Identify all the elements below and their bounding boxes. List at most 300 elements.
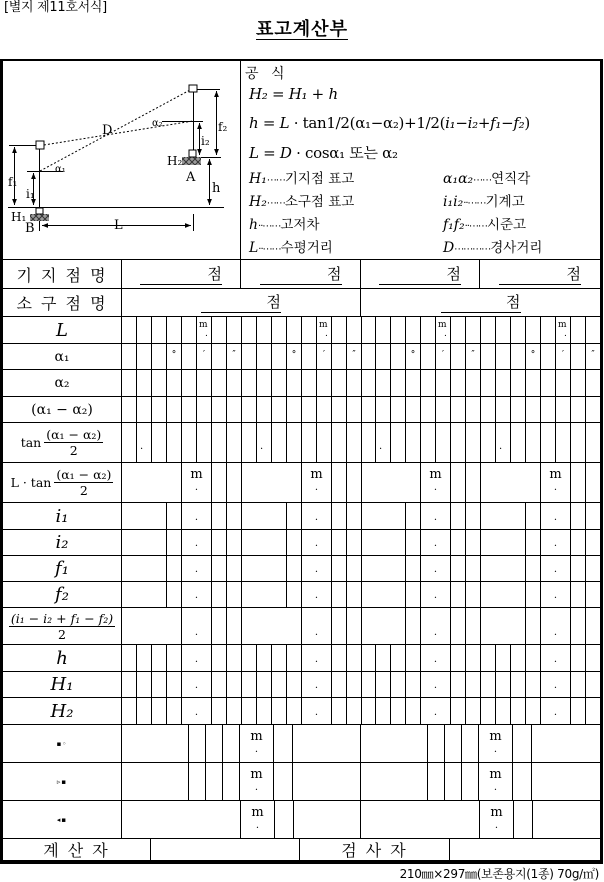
input-cell-h[interactable]: [272, 645, 287, 672]
input-cell-alpha-diff[interactable]: [227, 397, 242, 423]
input-cell-H2[interactable]: [152, 698, 167, 725]
input-cell-H1[interactable]: [526, 672, 541, 698]
input-cell-alpha2[interactable]: [541, 370, 556, 397]
input-cell-i1[interactable]: [122, 503, 167, 530]
input-cell-L[interactable]: [466, 317, 481, 344]
input-cell-alpha-diff[interactable]: [451, 397, 466, 423]
input-cell-f2[interactable]: [586, 582, 601, 608]
input-cell-alpha2[interactable]: [362, 370, 376, 397]
input-cell-f2[interactable]: [332, 582, 347, 608]
input-cell-alpha1[interactable]: [541, 344, 556, 370]
input-cell-f1[interactable]: [362, 556, 406, 582]
input-cell-L[interactable]: [272, 317, 287, 344]
input-cell-f1[interactable]: [526, 556, 541, 582]
input-cell-tan-half[interactable]: [287, 423, 302, 463]
input-cell-alpha1[interactable]: [302, 344, 317, 370]
input-cell-extra-2[interactable]: [513, 763, 532, 801]
input-cell-h[interactable]: [242, 645, 257, 672]
input-cell-alpha-diff[interactable]: [526, 397, 541, 423]
input-cell-i1[interactable]: [406, 503, 421, 530]
input-cell-alpha2[interactable]: [182, 370, 197, 397]
input-cell-f2[interactable]: [212, 582, 227, 608]
input-cell-L-tan[interactable]: [481, 463, 541, 503]
input-cell-L[interactable]: [526, 317, 541, 344]
input-cell-i2[interactable]: [122, 530, 167, 556]
input-cell-height-correction[interactable]: [182, 608, 212, 645]
input-cell-tan-half[interactable]: [406, 423, 421, 463]
input-cell-L-tan[interactable]: [332, 463, 347, 503]
input-cell-H1[interactable]: [212, 672, 227, 698]
input-cell-L[interactable]: [376, 317, 391, 344]
input-cell-height-correction[interactable]: [227, 608, 242, 645]
input-cell-alpha1[interactable]: [451, 344, 466, 370]
input-cell-i1[interactable]: [362, 503, 406, 530]
input-cell-L[interactable]: [436, 317, 451, 344]
input-cell-extra-3[interactable]: [533, 801, 601, 839]
input-cell-L[interactable]: [257, 317, 272, 344]
input-cell-extra-1[interactable]: [462, 725, 479, 763]
input-cell-alpha1[interactable]: [287, 344, 302, 370]
input-cell-L-tan[interactable]: [466, 463, 481, 503]
input-cell-height-correction[interactable]: [302, 608, 332, 645]
input-cell-alpha2[interactable]: [466, 370, 481, 397]
input-cell-alpha-diff[interactable]: [302, 397, 317, 423]
input-cell-H2[interactable]: [182, 698, 212, 725]
input-cell-tan-half[interactable]: [182, 423, 197, 463]
input-cell-L[interactable]: [317, 317, 332, 344]
input-cell-i1[interactable]: [421, 503, 451, 530]
input-cell-f1[interactable]: [466, 556, 481, 582]
input-cell-h[interactable]: [152, 645, 167, 672]
input-cell-H1[interactable]: [287, 672, 302, 698]
input-cell-H1[interactable]: [182, 672, 212, 698]
input-cell-extra-2[interactable]: [206, 763, 223, 801]
input-cell-f1[interactable]: [481, 556, 526, 582]
input-cell-H2[interactable]: [511, 698, 526, 725]
input-cell-f1[interactable]: [182, 556, 212, 582]
input-cell-H1[interactable]: [347, 672, 362, 698]
input-cell-i1[interactable]: [466, 503, 481, 530]
input-cell-extra-2[interactable]: [445, 763, 462, 801]
input-cell-f1[interactable]: [227, 556, 242, 582]
input-cell-f1[interactable]: [586, 556, 601, 582]
input-cell-i2[interactable]: [212, 530, 227, 556]
input-cell-h[interactable]: [182, 645, 212, 672]
input-cell-H1[interactable]: [466, 672, 481, 698]
input-cell-i2[interactable]: [406, 530, 421, 556]
input-cell-H2[interactable]: [167, 698, 182, 725]
input-cell-f2[interactable]: [362, 582, 406, 608]
input-cell-H1[interactable]: [541, 672, 571, 698]
input-cell-alpha1[interactable]: [122, 344, 137, 370]
input-cell-f1[interactable]: [332, 556, 347, 582]
input-cell-f2[interactable]: [227, 582, 242, 608]
input-cell-h[interactable]: [391, 645, 406, 672]
input-cell-tan-half[interactable]: [451, 423, 466, 463]
input-cell-H2[interactable]: [586, 698, 601, 725]
input-cell-extra-3[interactable]: [241, 801, 275, 839]
input-cell-tan-half[interactable]: [302, 423, 317, 463]
input-cell-h[interactable]: [511, 645, 526, 672]
input-cell-alpha1[interactable]: [152, 344, 167, 370]
input-cell-alpha-diff[interactable]: [347, 397, 362, 423]
input-cell-height-correction[interactable]: [466, 608, 481, 645]
input-cell-alpha-diff[interactable]: [391, 397, 406, 423]
input-cell-i1[interactable]: [167, 503, 182, 530]
input-cell-alpha-diff[interactable]: [332, 397, 347, 423]
input-cell-f1[interactable]: [541, 556, 571, 582]
input-cell-alpha1[interactable]: [167, 344, 182, 370]
input-cell-i2[interactable]: [287, 530, 302, 556]
input-cell-tan-half[interactable]: [496, 423, 511, 463]
input-cell-extra-2[interactable]: [293, 763, 361, 801]
input-cell-i1[interactable]: [586, 503, 601, 530]
input-cell-h[interactable]: [526, 645, 541, 672]
input-cell-alpha1[interactable]: [511, 344, 526, 370]
input-cell-alpha-diff[interactable]: [511, 397, 526, 423]
input-cell-i1[interactable]: [287, 503, 302, 530]
input-cell-L[interactable]: [556, 317, 571, 344]
input-cell-height-correction[interactable]: [571, 608, 586, 645]
input-cell-extra-1[interactable]: [274, 725, 293, 763]
input-cell-alpha2[interactable]: [451, 370, 466, 397]
input-cell-H2[interactable]: [122, 698, 137, 725]
input-cell-H1[interactable]: [571, 672, 586, 698]
input-cell-alpha2[interactable]: [511, 370, 526, 397]
input-cell-alpha-diff[interactable]: [541, 397, 556, 423]
input-cell-H1[interactable]: [242, 672, 257, 698]
input-cell-extra-2[interactable]: [274, 763, 293, 801]
input-cell-H2[interactable]: [481, 698, 496, 725]
input-cell-extra-2[interactable]: [361, 763, 428, 801]
input-cell-L[interactable]: [571, 317, 586, 344]
input-cell-L[interactable]: [406, 317, 421, 344]
input-cell-L[interactable]: [152, 317, 167, 344]
input-cell-alpha2[interactable]: [332, 370, 347, 397]
input-cell-L-tan[interactable]: [571, 463, 586, 503]
input-cell-alpha2[interactable]: [391, 370, 406, 397]
input-cell-alpha-diff[interactable]: [272, 397, 287, 423]
input-cell-alpha1[interactable]: [391, 344, 406, 370]
input-cell-f1[interactable]: [451, 556, 466, 582]
input-cell-L-tan[interactable]: [122, 463, 182, 503]
input-cell-H2[interactable]: [496, 698, 511, 725]
input-cell-H1[interactable]: [451, 672, 466, 698]
input-cell-h[interactable]: [541, 645, 571, 672]
input-cell-alpha2[interactable]: [317, 370, 332, 397]
input-cell-alpha2[interactable]: [272, 370, 287, 397]
base-point-name-field[interactable]: 점: [140, 265, 222, 285]
input-cell-i2[interactable]: [541, 530, 571, 556]
input-cell-h[interactable]: [496, 645, 511, 672]
input-cell-alpha1[interactable]: [212, 344, 227, 370]
input-cell-i2[interactable]: [451, 530, 466, 556]
input-cell-alpha1[interactable]: [362, 344, 376, 370]
input-cell-L[interactable]: [496, 317, 511, 344]
input-cell-f2[interactable]: [406, 582, 421, 608]
input-cell-alpha1[interactable]: [332, 344, 347, 370]
input-cell-L[interactable]: [541, 317, 556, 344]
input-cell-H2[interactable]: [302, 698, 332, 725]
input-cell-extra-1[interactable]: [445, 725, 462, 763]
input-cell-h[interactable]: [257, 645, 272, 672]
input-cell-i1[interactable]: [347, 503, 362, 530]
input-cell-f1[interactable]: [242, 556, 287, 582]
input-cell-alpha1[interactable]: [376, 344, 391, 370]
input-cell-alpha1[interactable]: [421, 344, 436, 370]
input-cell-alpha-diff[interactable]: [571, 397, 586, 423]
input-cell-i2[interactable]: [347, 530, 362, 556]
input-cell-f1[interactable]: [571, 556, 586, 582]
input-cell-H2[interactable]: [541, 698, 571, 725]
input-cell-H1[interactable]: [227, 672, 242, 698]
input-cell-h[interactable]: [332, 645, 347, 672]
input-cell-alpha2[interactable]: [302, 370, 317, 397]
input-cell-H2[interactable]: [571, 698, 586, 725]
input-cell-H1[interactable]: [376, 672, 391, 698]
input-cell-L[interactable]: [332, 317, 347, 344]
input-cell-i2[interactable]: [571, 530, 586, 556]
input-cell-alpha1[interactable]: [481, 344, 496, 370]
input-cell-L[interactable]: [122, 317, 137, 344]
input-cell-H2[interactable]: [287, 698, 302, 725]
input-cell-alpha1[interactable]: [526, 344, 541, 370]
input-cell-alpha2[interactable]: [227, 370, 242, 397]
input-cell-extra-1[interactable]: [122, 725, 189, 763]
input-cell-alpha-diff[interactable]: [212, 397, 227, 423]
input-cell-tan-half[interactable]: [227, 423, 242, 463]
input-cell-f1[interactable]: [302, 556, 332, 582]
input-cell-alpha1[interactable]: [436, 344, 451, 370]
input-cell-extra-2[interactable]: [479, 763, 513, 801]
input-cell-alpha1[interactable]: [347, 344, 362, 370]
input-cell-H1[interactable]: [421, 672, 451, 698]
input-cell-h[interactable]: [571, 645, 586, 672]
input-cell-f2[interactable]: [287, 582, 302, 608]
input-cell-alpha2[interactable]: [287, 370, 302, 397]
input-cell-f1[interactable]: [421, 556, 451, 582]
input-cell-H2[interactable]: [406, 698, 421, 725]
base-point-name-field[interactable]: 점: [260, 265, 342, 285]
input-cell-i2[interactable]: [227, 530, 242, 556]
input-cell-tan-half[interactable]: [571, 423, 586, 463]
input-cell-h[interactable]: [406, 645, 421, 672]
input-cell-H1[interactable]: [167, 672, 182, 698]
input-cell-h[interactable]: [287, 645, 302, 672]
target-point-name-field[interactable]: 점: [201, 293, 281, 313]
input-cell-alpha-diff[interactable]: [152, 397, 167, 423]
input-cell-alpha1[interactable]: [137, 344, 152, 370]
input-cell-extra-1[interactable]: [206, 725, 223, 763]
input-cell-H1[interactable]: [122, 672, 137, 698]
input-cell-f1[interactable]: [122, 556, 167, 582]
input-cell-H1[interactable]: [496, 672, 511, 698]
input-cell-alpha1[interactable]: [571, 344, 586, 370]
input-cell-i1[interactable]: [242, 503, 287, 530]
input-cell-tan-half[interactable]: [391, 423, 406, 463]
input-cell-tan-half[interactable]: [556, 423, 571, 463]
input-cell-L-tan[interactable]: [347, 463, 362, 503]
input-cell-alpha2[interactable]: [212, 370, 227, 397]
input-cell-L-tan[interactable]: [451, 463, 466, 503]
input-cell-i1[interactable]: [212, 503, 227, 530]
input-cell-extra-2[interactable]: [223, 763, 240, 801]
input-cell-H2[interactable]: [242, 698, 257, 725]
input-cell-f2[interactable]: [182, 582, 212, 608]
input-cell-L-tan[interactable]: [362, 463, 421, 503]
input-cell-h[interactable]: [362, 645, 376, 672]
input-cell-tan-half[interactable]: [586, 423, 601, 463]
input-cell-tan-half[interactable]: [197, 423, 212, 463]
input-cell-i2[interactable]: [421, 530, 451, 556]
input-cell-H2[interactable]: [421, 698, 451, 725]
input-cell-extra-1[interactable]: [479, 725, 513, 763]
input-cell-H1[interactable]: [481, 672, 496, 698]
input-cell-extra-2[interactable]: [240, 763, 274, 801]
input-cell-i2[interactable]: [586, 530, 601, 556]
input-cell-extra-3[interactable]: [361, 801, 480, 839]
input-cell-alpha2[interactable]: [167, 370, 182, 397]
input-cell-L[interactable]: [421, 317, 436, 344]
input-cell-h[interactable]: [451, 645, 466, 672]
input-cell-i1[interactable]: [526, 503, 541, 530]
input-cell-alpha-diff[interactable]: [436, 397, 451, 423]
input-cell-H1[interactable]: [137, 672, 152, 698]
input-cell-L[interactable]: [362, 317, 376, 344]
input-cell-alpha2[interactable]: [406, 370, 421, 397]
input-cell-tan-half[interactable]: [167, 423, 182, 463]
input-cell-alpha-diff[interactable]: [362, 397, 376, 423]
input-cell-f2[interactable]: [466, 582, 481, 608]
input-cell-H2[interactable]: [332, 698, 347, 725]
input-cell-alpha2[interactable]: [526, 370, 541, 397]
input-cell-alpha-diff[interactable]: [287, 397, 302, 423]
input-cell-L[interactable]: [391, 317, 406, 344]
input-cell-L-tan[interactable]: [586, 463, 601, 503]
input-cell-height-correction[interactable]: [332, 608, 347, 645]
input-cell-alpha-diff[interactable]: [556, 397, 571, 423]
input-cell-f2[interactable]: [167, 582, 182, 608]
input-cell-alpha-diff[interactable]: [182, 397, 197, 423]
input-cell-L[interactable]: [197, 317, 212, 344]
input-cell-extra-3[interactable]: [275, 801, 294, 839]
input-cell-tan-half[interactable]: [272, 423, 287, 463]
input-cell-alpha1[interactable]: [257, 344, 272, 370]
input-cell-i1[interactable]: [302, 503, 332, 530]
input-cell-alpha1[interactable]: [227, 344, 242, 370]
input-cell-alpha-diff[interactable]: [122, 397, 137, 423]
input-cell-L[interactable]: [167, 317, 182, 344]
input-cell-alpha-diff[interactable]: [481, 397, 496, 423]
input-cell-alpha-diff[interactable]: [466, 397, 481, 423]
input-cell-i2[interactable]: [302, 530, 332, 556]
input-cell-tan-half[interactable]: [242, 423, 257, 463]
input-cell-h[interactable]: [347, 645, 362, 672]
input-cell-f2[interactable]: [481, 582, 526, 608]
input-cell-f2[interactable]: [347, 582, 362, 608]
input-cell-L-tan[interactable]: [421, 463, 451, 503]
input-cell-tan-half[interactable]: [511, 423, 526, 463]
input-cell-alpha2[interactable]: [137, 370, 152, 397]
input-cell-extra-3[interactable]: [514, 801, 533, 839]
input-cell-alpha-diff[interactable]: [317, 397, 332, 423]
input-cell-L[interactable]: [137, 317, 152, 344]
input-cell-H1[interactable]: [272, 672, 287, 698]
input-cell-tan-half[interactable]: [421, 423, 436, 463]
input-cell-alpha2[interactable]: [376, 370, 391, 397]
input-cell-H1[interactable]: [152, 672, 167, 698]
input-cell-H1[interactable]: [257, 672, 272, 698]
input-cell-i1[interactable]: [332, 503, 347, 530]
input-cell-height-correction[interactable]: [481, 608, 526, 645]
input-cell-extra-1[interactable]: [428, 725, 445, 763]
input-cell-extra-2[interactable]: [532, 763, 601, 801]
input-cell-alpha-diff[interactable]: [376, 397, 391, 423]
input-cell-alpha2[interactable]: [556, 370, 571, 397]
input-cell-tan-half[interactable]: [137, 423, 152, 463]
input-cell-extra-2[interactable]: [189, 763, 206, 801]
input-cell-h[interactable]: [481, 645, 496, 672]
input-cell-h[interactable]: [137, 645, 152, 672]
input-cell-alpha2[interactable]: [242, 370, 257, 397]
input-cell-alpha2[interactable]: [496, 370, 511, 397]
input-cell-f2[interactable]: [526, 582, 541, 608]
input-cell-alpha-diff[interactable]: [242, 397, 257, 423]
base-point-name-field[interactable]: 점: [499, 265, 581, 285]
input-cell-alpha2[interactable]: [586, 370, 601, 397]
input-cell-f1[interactable]: [212, 556, 227, 582]
input-cell-alpha1[interactable]: [317, 344, 332, 370]
input-cell-alpha1[interactable]: [556, 344, 571, 370]
input-cell-L-tan[interactable]: [227, 463, 242, 503]
input-cell-extra-1[interactable]: [361, 725, 428, 763]
input-cell-i2[interactable]: [526, 530, 541, 556]
input-cell-tan-half[interactable]: [541, 423, 556, 463]
input-cell-height-correction[interactable]: [347, 608, 362, 645]
input-cell-tan-half[interactable]: [362, 423, 376, 463]
input-cell-height-correction[interactable]: [122, 608, 182, 645]
input-cell-h[interactable]: [167, 645, 182, 672]
input-cell-L[interactable]: [182, 317, 197, 344]
input-cell-alpha1[interactable]: [242, 344, 257, 370]
input-cell-L-tan[interactable]: [242, 463, 302, 503]
input-cell-alpha1[interactable]: [182, 344, 197, 370]
input-cell-H1[interactable]: [586, 672, 601, 698]
input-cell-i1[interactable]: [182, 503, 212, 530]
input-cell-tan-half[interactable]: [212, 423, 227, 463]
input-cell-tan-half[interactable]: [257, 423, 272, 463]
input-cell-H1[interactable]: [391, 672, 406, 698]
input-cell-tan-half[interactable]: [122, 423, 137, 463]
input-cell-extra-1[interactable]: [223, 725, 240, 763]
input-cell-extra-1[interactable]: [513, 725, 532, 763]
input-cell-alpha2[interactable]: [197, 370, 212, 397]
input-cell-f2[interactable]: [541, 582, 571, 608]
input-cell-H2[interactable]: [362, 698, 376, 725]
input-cell-H2[interactable]: [272, 698, 287, 725]
input-cell-L[interactable]: [242, 317, 257, 344]
input-cell-alpha-diff[interactable]: [421, 397, 436, 423]
input-cell-alpha-diff[interactable]: [137, 397, 152, 423]
input-cell-extra-2[interactable]: [122, 763, 189, 801]
input-cell-h[interactable]: [302, 645, 332, 672]
input-cell-height-correction[interactable]: [421, 608, 451, 645]
input-cell-tan-half[interactable]: [317, 423, 332, 463]
input-cell-h[interactable]: [586, 645, 601, 672]
input-cell-L[interactable]: [287, 317, 302, 344]
input-cell-height-correction[interactable]: [526, 608, 541, 645]
input-cell-tan-half[interactable]: [376, 423, 391, 463]
